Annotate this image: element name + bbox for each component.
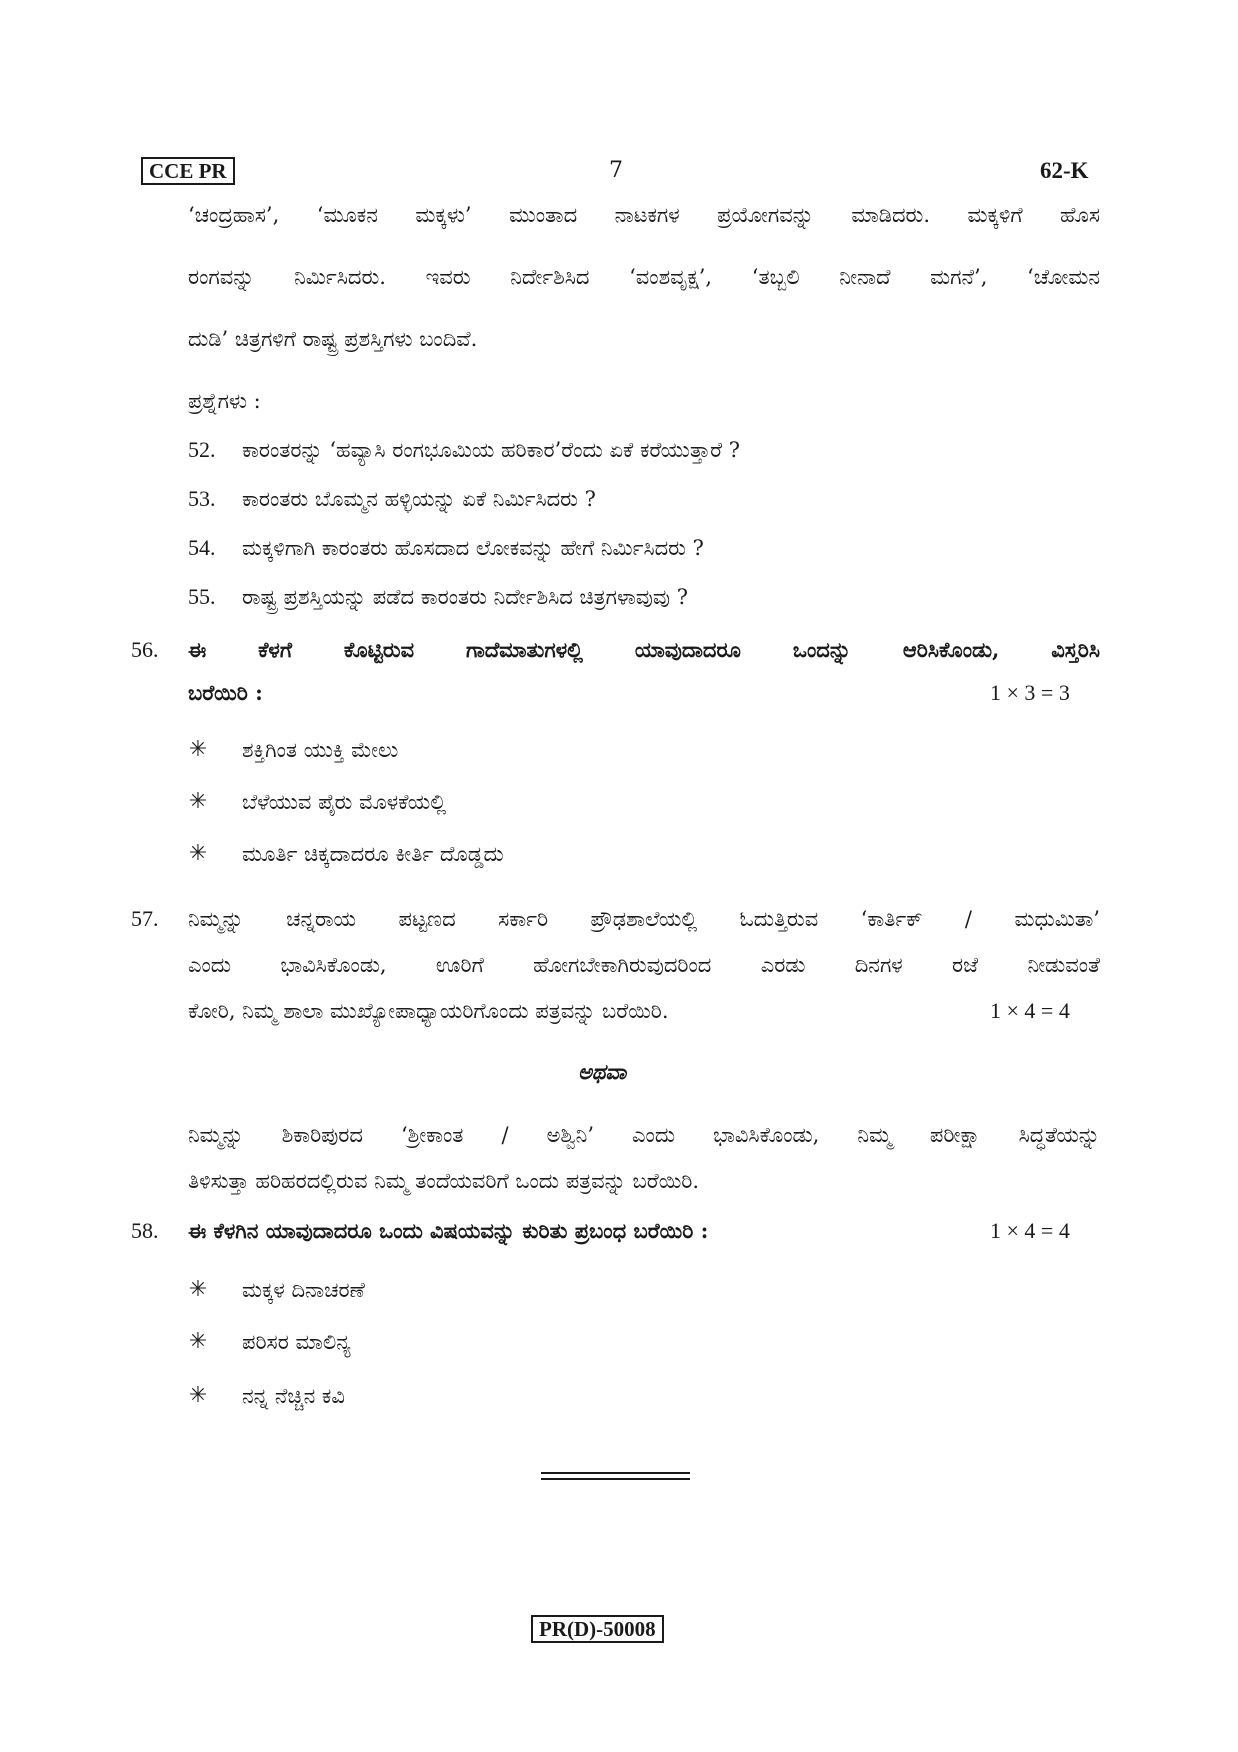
option-item: ಮೂರ್ತಿ ಚಿಕ್ಕದಾದರೂ ಕೀರ್ತಿ ದೊಡ್ಡದು — [242, 842, 504, 866]
bullet-icon: ✳ — [188, 1277, 208, 1302]
question-text: ಈ ಕೆಳಗಿನ ಯಾವುದಾದರೂ ಒಂದು ವಿಷಯವನ್ನು ಕುರಿತು ಪ್ರಬಂಧ ಬರೆಯಿರಿ : — [188, 1218, 709, 1243]
exam-code-box: CCE PR — [141, 157, 235, 185]
question-number: 53. — [188, 486, 216, 511]
question-text: ಎಂದು ಭಾವಿಸಿಕೊಂಡು, ಊರಿಗೆ ಹೋಗಬೇಕಾಗಿರುವುದರಿಂದ ಎರಡು ದಿನಗಳ ರಜೆ ನೀಡುವಂತೆ — [188, 953, 1100, 977]
end-rule — [541, 1472, 690, 1474]
question-text: ನಿಮ್ಮನ್ನು ಚನ್ನರಾಯ ಪಟ್ಟಣದ ಸರ್ಕಾರಿ ಪ್ರೌಢಶಾಲೆಯಲ್ಲಿ ಓದುತ್ತಿರುವ ‘ಕಾರ್ತಿಕ್ / ಮಧುಮಿತಾ’ — [188, 907, 1100, 931]
option-item: ಬೆಳೆಯುವ ಪೈರು ಮೊಳಕೆಯಲ್ಲಿ — [242, 790, 447, 814]
question-text: ತಿಳಿಸುತ್ತಾ ಹರಿಹರದಲ್ಲಿರುವ ನಿಮ್ಮ ತಂದೆಯವರಿಗೆ ಒಂದು ಪತ್ರವನ್ನು ಬರೆಯಿರಿ. — [188, 1169, 700, 1193]
question-text: ನಿಮ್ಮನ್ನು ಶಿಕಾರಿಪುರದ ‘ಶ್ರೀಕಾಂತ / ಅಶ್ವಿನಿ’ ಎಂದು ಭಾವಿಸಿಕೊಂಡು, ನಿಮ್ಮ ಪರೀಕ್ಷಾ ಸಿದ್ಧತೆಯನ್ನು — [188, 1123, 1100, 1147]
question-text: ಕಾರಂತರು ಬೊಮ್ಮನ ಹಳ್ಳಿಯನ್ನು ಏಕೆ ನಿರ್ಮಿಸಿದರು ? — [242, 487, 596, 511]
question-number: 54. — [188, 535, 216, 560]
question-text: ಮಕ್ಕಳಿಗಾಗಿ ಕಾರಂತರು ಹೊಸದಾದ ಲೋಕವನ್ನು ಹೇಗೆ ನಿರ್ಮಿಸಿದರು ? — [242, 536, 704, 560]
passage-line: ‘ಚಂದ್ರಹಾಸ’, ‘ಮೂಕನ ಮಕ್ಕಳು’ ಮುಂತಾದ ನಾಟಕಗಳ ಪ್ರಯೋಗವನ್ನು ಮಾಡಿದರು. ಮಕ್ಕಳಿಗೆ ಹೊಸ — [188, 203, 1100, 227]
option-item: ನನ್ನ ನೆಚ್ಚಿನ ಕವಿ — [242, 1384, 345, 1408]
question-number: 58. — [131, 1218, 159, 1243]
bullet-icon: ✳ — [188, 737, 208, 762]
question-text: ಈ ಕೆಳಗೆ ಕೊಟ್ಟಿರುವ ಗಾದೆಮಾತುಗಳಲ್ಲಿ ಯಾವುದಾದರೂ ಒಂದನ್ನು ಆರಿಸಿಕೊಂಡು, ವಿಸ್ತರಿಸಿ — [188, 637, 1100, 662]
passage-line: ರಂಗವನ್ನು ನಿರ್ಮಿಸಿದರು. ಇವರು ನಿರ್ದೇಶಿಸಿದ ‘ವಂಶವೃಕ್ಷ’, ‘ತಬ್ಬಲಿ ನೀನಾದೆ ಮಗನೆ’, ‘ಚೋಮನ — [188, 265, 1100, 289]
question-text: ಕೋರಿ, ನಿಮ್ಮ ಶಾಲಾ ಮುಖ್ಯೋಪಾಧ್ಯಾಯರಿಗೊಂದು ಪತ್ರವನ್ನು ಬರೆಯಿರಿ. — [188, 999, 669, 1023]
question-number: 52. — [188, 437, 216, 462]
question-text: ಬರೆಯಿರಿ : — [188, 680, 263, 705]
end-rule — [541, 1478, 690, 1480]
or-separator: ಅಥವಾ — [578, 1059, 627, 1084]
question-number: 56. — [131, 637, 159, 662]
marks: 1 × 4 = 4 — [990, 998, 1070, 1023]
bullet-icon: ✳ — [188, 1329, 208, 1354]
option-item: ಶಕ್ತಿಗಿಂತ ಯುಕ್ತಿ ಮೇಲು — [242, 738, 399, 762]
option-item: ಪರಿಸರ ಮಾಲಿನ್ಯ — [242, 1330, 351, 1354]
option-item: ಮಕ್ಕಳ ದಿನಾಚರಣೆ — [242, 1278, 365, 1302]
page-number: 7 — [609, 158, 623, 183]
questions-label: ಪ್ರಶ್ನೆಗಳು : — [188, 389, 261, 413]
question-text: ಕಾರಂತರನ್ನು ‘ಹವ್ಯಾಸಿ ರಂಗಭೂಮಿಯ ಹರಿಕಾರ’ರೆಂದು ಏಕೆ ಕರೆಯುತ್ತಾರೆ ? — [242, 438, 741, 462]
question-number: 55. — [188, 584, 216, 609]
bullet-icon: ✳ — [188, 789, 208, 814]
question-text: ರಾಷ್ಟ್ರ ಪ್ರಶಸ್ತಿಯನ್ನು ಪಡೆದ ಕಾರಂತರು ನಿರ್ದೇಶಿಸಿದ ಚಿತ್ರಗಳಾವುವು ? — [242, 585, 688, 609]
paper-code: 62-K — [1040, 158, 1089, 183]
footer-code-box: PR(D)-50008 — [531, 1615, 664, 1643]
passage-line: ದುಡಿ’ ಚಿತ್ರಗಳಿಗೆ ರಾಷ್ಟ್ರ ಪ್ರಶಸ್ತಿಗಳು ಬಂದಿವೆ. — [188, 327, 478, 351]
bullet-icon: ✳ — [188, 1383, 208, 1408]
question-number: 57. — [131, 906, 159, 931]
marks: 1 × 4 = 4 — [990, 1218, 1070, 1243]
marks: 1 × 3 = 3 — [990, 680, 1070, 705]
bullet-icon: ✳ — [188, 841, 208, 866]
